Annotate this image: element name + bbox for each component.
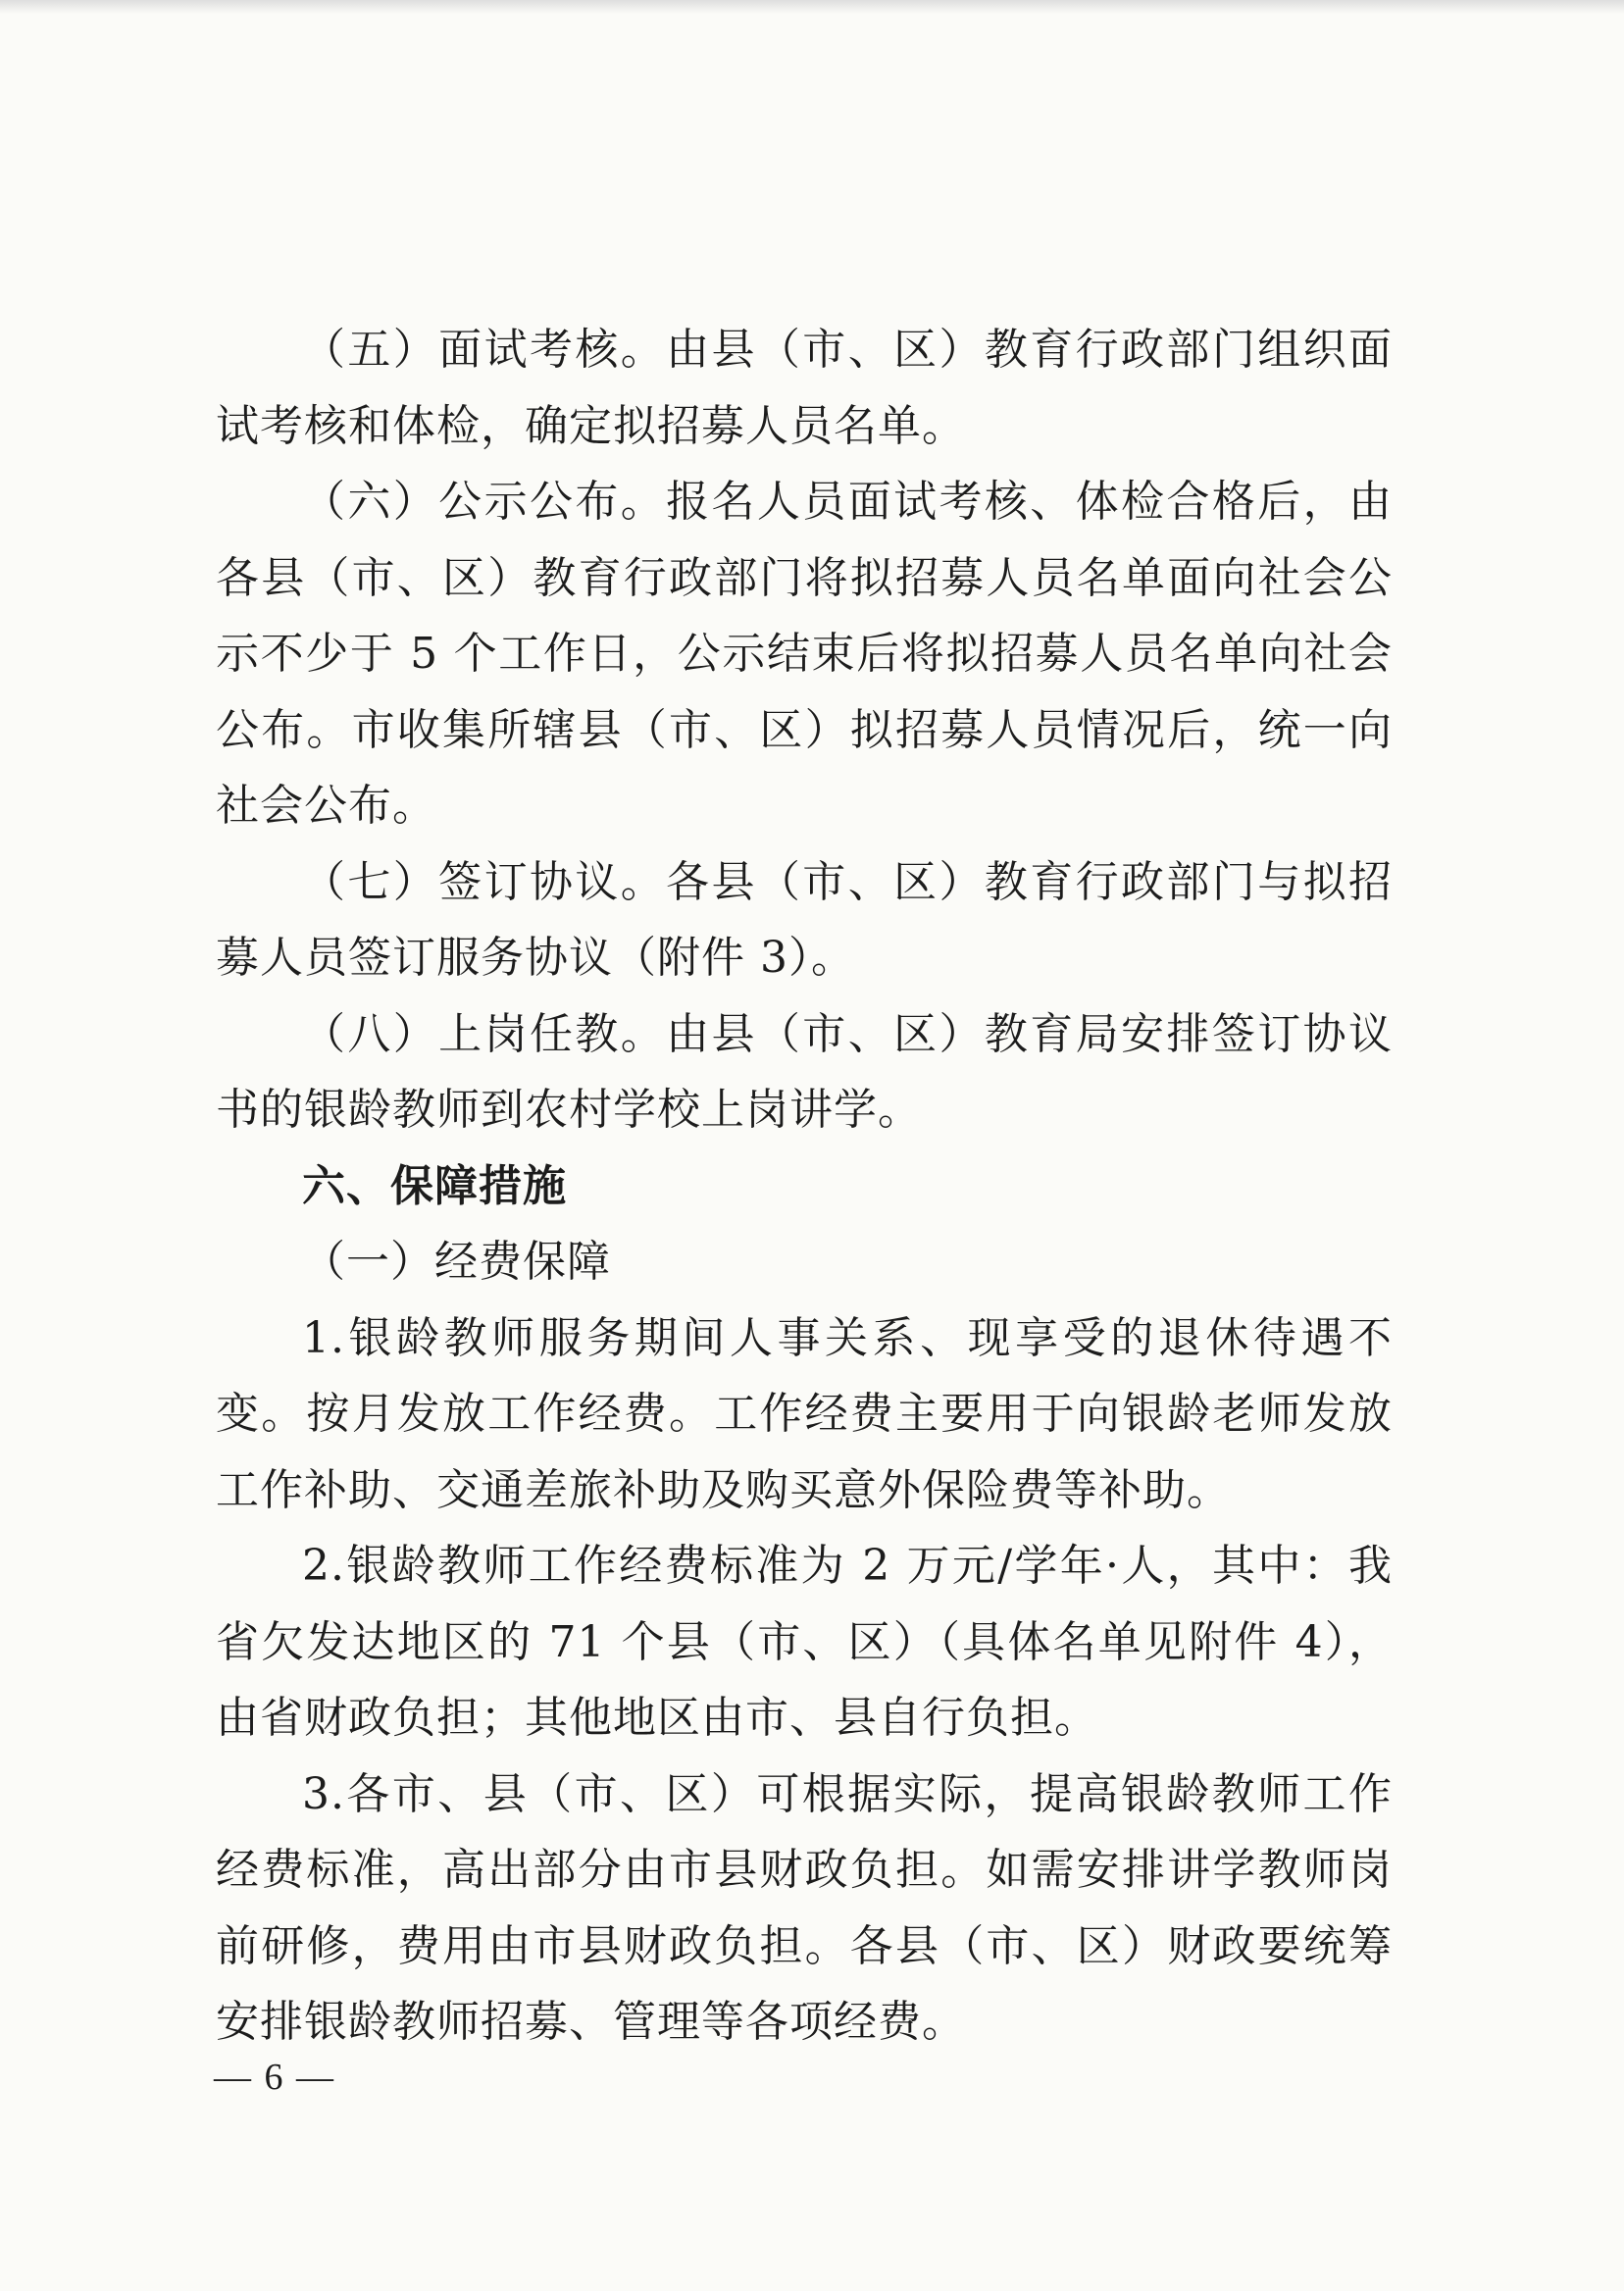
paragraph-funding-1: 1.银龄教师服务期间人事关系、现享受的退休待遇不变。按月发放工作经费。工作经费主要用于向银龄老师发放工作补助、交通差旅补助及购买意外保险费等补助。 <box>216 1312 1393 1515</box>
paragraph-publicity: （六）公示公布。报名人员面试考核、体检合格后，由各县（市、区）教育行政部门将拟招募人员名单面向社会公示不少于 5 个工作日，公示结束后将拟招募人员名单向社会公布。市收集所辖县（市、区）拟招募人员情况后，统一向社会公布。 <box>216 477 1393 831</box>
document-body <box>216 312 1393 2061</box>
paragraph-onboarding: （八）上岗任教。由县（市、区）教育局安排签订协议书的银龄教师到农村学校上岗讲学。 <box>216 1008 1393 1135</box>
subheading-funding: （一）经费保障 <box>302 1237 611 1287</box>
paragraph-agreement: （七）签订协议。各县（市、区）教育行政部门与拟招募人员签订服务协议（附件 3）。 <box>216 856 1393 983</box>
paragraph-funding-2: 2.银龄教师工作经费标准为 2 万元/学年·人，其中：我省欠发达地区的 71 个县（市、区）（具体名单见附件 4），由省财政负担；其他地区由市、县自行负担。 <box>216 1541 1393 1743</box>
paragraph-funding-3: 3.各市、县（市、区）可根据实际，提高银龄教师工作经费标准，高出部分由市县财政负担。如需安排讲学教师岗前研修，费用由市县财政负担。各县（市、区）财政要统筹安排银龄教师招募、管理等各项经费。 <box>216 1768 1393 2047</box>
scan-edge <box>0 0 1624 14</box>
page-number: — 6 — <box>214 2057 335 2098</box>
section-heading-safeguards: 六、保障措施 <box>302 1160 567 1211</box>
paragraph-interview: （五）面试考核。由县（市、区）教育行政部门组织面试考核和体检，确定拟招募人员名单。 <box>216 325 1393 451</box>
